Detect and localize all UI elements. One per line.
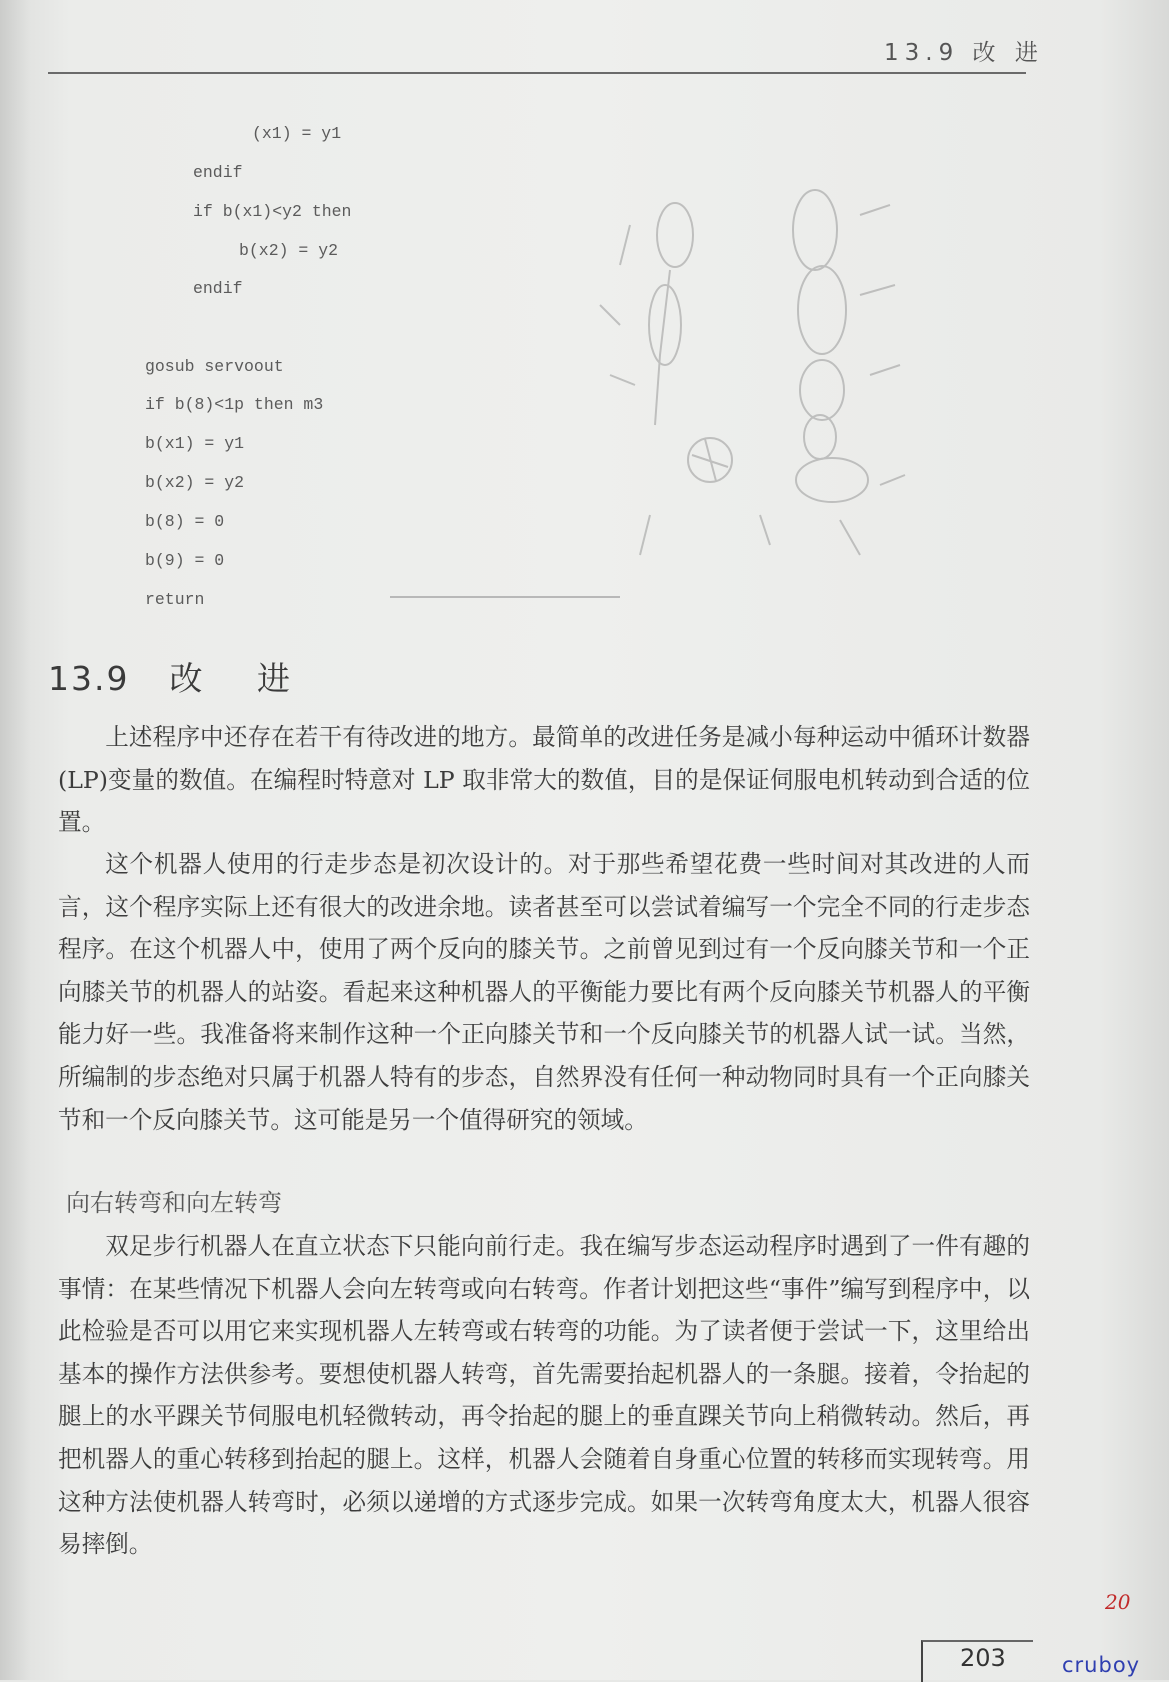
section-heading <box>48 653 312 700</box>
handwritten-note: 20 <box>1105 1590 1131 1614</box>
page-number: 203 <box>960 1644 1006 1672</box>
watermark-text: cruboy <box>1062 1653 1141 1677</box>
code-line: endif <box>193 279 243 298</box>
bleed-through-rule <box>390 596 620 598</box>
code-line: b(x2) = y2 <box>239 241 339 260</box>
section-number: 13.9 <box>48 659 130 698</box>
code-line: b(8) = 0 <box>145 512 225 531</box>
paragraph-1: 上述程序中还存在若干有待改进的地方。最简单的改进任务是减小每种运动中循环计数器(LP)变量的数值。在编程时特意对 LP 取非常大的数值，目的是保证伺服电机转动到合适的位置。 <box>58 723 1030 837</box>
faint-pencil-sketch <box>560 175 980 595</box>
code-line: gosub servoout <box>145 357 284 376</box>
code-line: b(x1) = y1 <box>145 434 245 453</box>
code-line: endif <box>193 163 243 182</box>
code-line: b(9) = 0 <box>145 551 225 570</box>
code-line: (x1) = y1 <box>252 124 342 143</box>
code-line: return <box>145 590 205 609</box>
running-head: 13.9 改 进 <box>884 40 1044 66</box>
header-rule <box>48 72 1026 74</box>
binding-shadow <box>0 0 30 1680</box>
paragraph-2: 这个机器人使用的行走步态是初次设计的。对于那些希望花费一些时间对其改进的人而言，这个程序实际上还有很大的改进余地。读者甚至可以尝试着编写一个完全不同的行走步态程序。在这个机器人中，使用了两个反向的膝关节。之前曾见到过有一个反向膝关节和一个正向膝关节的机器人的站姿。看起来这种机器人的平衡能力要比有两个反向膝关节机器人的平衡能力好一些。我准备将来制作这种一个正向膝关节和一个反向膝关节的机器人试一试。当然，所编制的步态绝对只属于机器人特有的步态，自然界没有任何一种动物同时具有一个正向膝关节和一个反向膝关节。这可能是另一个值得研究的领域。 <box>58 850 1030 1134</box>
code-line: b(x2) = y2 <box>145 473 245 492</box>
code-line: if b(x1)<y2 then <box>193 202 352 221</box>
subheading-turning: 向右转弯和向左转弯 <box>66 1189 282 1217</box>
paragraph-3: 双足步行机器人在直立状态下只能向前行走。我在编写步态运动程序时遇到了一件有趣的事情：在某些情况下机器人会向左转弯或向右转弯。作者计划把这些“事件”编写到程序中，以此检验是否可以用它来实现机器人左转弯或右转弯的功能。为了读者便于尝试一下，这里给出基本的操作方法供参考。要想使机器人转弯，首先需要抬起机器人的一条腿。接着，令抬起的腿上的水平踝关节伺服电机轻微转动，再令抬起的腿上的垂直踝关节向上稍微转动。然后，再把机器人的重心转移到抬起的腿上。这样，机器人会随着自身重心位置的转移而实现转弯。用这种方法使机器人转弯时，必须以递增的方式逐步完成。如果一次转弯角度太大，机器人很容易摔倒。 <box>58 1232 1030 1559</box>
section-title-text: 改 进 <box>169 659 312 698</box>
code-line: if b(8)<1p then m3 <box>145 395 324 414</box>
